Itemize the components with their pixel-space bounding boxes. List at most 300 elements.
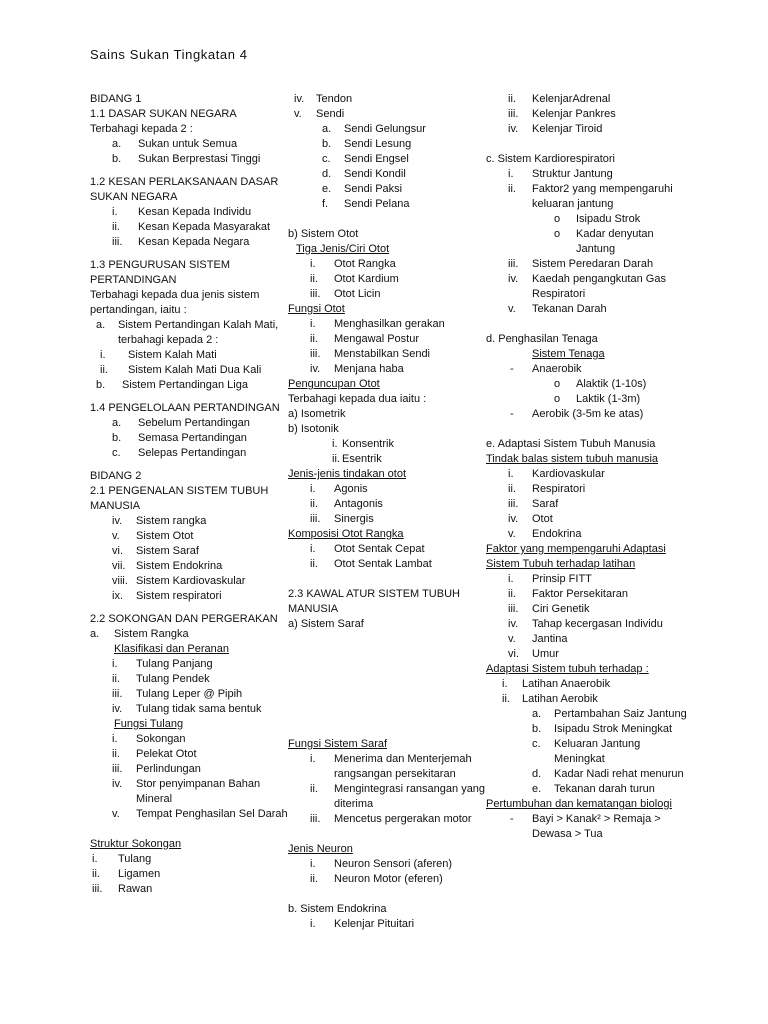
list-marker: v. [112, 530, 120, 542]
list-text: Antagonis [334, 498, 383, 510]
list-marker: ii. [310, 558, 318, 570]
list-marker: v. [112, 808, 120, 820]
list-text: keluaran jantung [532, 198, 614, 210]
list-text: Selepas Pertandingan [138, 447, 247, 459]
list-item [90, 762, 285, 777]
list-text: Mengawal Postur [334, 333, 419, 345]
list-text: Konsentrik [342, 438, 394, 450]
heading-2-2: 2.2 SOKONGAN DAN PERGERAKAN [90, 613, 278, 625]
list-fungsi-tulang [90, 732, 288, 822]
list-marker: ii. [508, 588, 516, 600]
list-text: Otot Kardium [334, 273, 399, 285]
list-text: Otot [532, 513, 553, 525]
list-item [486, 242, 686, 257]
list-marker: viii. [112, 575, 128, 587]
list-text: Tahap kecergasan Individu [532, 618, 663, 630]
list-marker: iv. [508, 618, 519, 630]
list-item [288, 197, 483, 212]
list-marker: i. [310, 483, 316, 495]
list-marker: i. [508, 468, 514, 480]
list-marker: iii. [310, 288, 321, 300]
list-item: Dewasa > Tua [532, 828, 603, 840]
list-marker: iv. [294, 93, 305, 105]
list-text: Semasa Pertandingan [138, 432, 247, 444]
heading-2-3: 2.3 KAWAL ATUR SISTEM TUBUH [288, 588, 460, 600]
text-isometrik: a) Isometrik [288, 408, 346, 420]
list-text: Mineral [136, 793, 173, 805]
subheading-jenis-otot: Tiga Jenis/Ciri Otot [296, 243, 390, 255]
list-text: Kaedah pengangkutan Gas [532, 273, 666, 285]
text-isotonik: b) Isotonik [288, 423, 339, 435]
list-item [486, 617, 686, 632]
column-1 [90, 92, 288, 897]
list-text: Tulang Pendek [136, 673, 210, 685]
list-text: Perlindungan [136, 763, 201, 775]
list-kardio-2 [486, 257, 686, 317]
list-text: Kesan Kepada Negara [138, 236, 250, 248]
list-item [288, 557, 483, 572]
list-text: Kelenjar Tiroid [532, 123, 603, 135]
list-text: Latihan Aerobik [522, 693, 598, 705]
list-klasifikasi [90, 657, 285, 717]
list-item [288, 482, 483, 497]
list-text: Sukan untuk Semua [138, 138, 238, 150]
list-item [90, 137, 285, 152]
list-marker: o [554, 378, 561, 390]
subheading-pengucupan: Penguncupan Otot [288, 378, 380, 390]
list-marker: ii. [310, 783, 318, 795]
subheading-pertumbuhan: Pertumbuhan dan kematangan biologi [486, 798, 672, 810]
heading-1-3-cont: PERTANDINGAN [90, 274, 177, 286]
list-item [288, 347, 483, 362]
subheading-fungsi-saraf: Fungsi Sistem Saraf [288, 738, 388, 750]
list-marker: iii. [112, 763, 123, 775]
list-item [288, 497, 483, 512]
list-text: Alaktik (1-10s) [576, 378, 647, 390]
list-text: Esentrik [342, 453, 382, 465]
heading-endokrina: b. Sistem Endokrina [288, 903, 387, 915]
list-item [486, 497, 686, 512]
list-text: Mengintegrasi ransangan yang [334, 783, 486, 795]
list-marker: v. [508, 303, 516, 315]
list-marker: iii. [310, 813, 321, 825]
list-marker: ii. [310, 873, 318, 885]
list-marker: ii. [332, 453, 340, 465]
list-tendon-sendi [288, 92, 483, 122]
list-text: diterima [334, 798, 374, 810]
list-item: - Anaerobik [510, 363, 582, 375]
list-text: Agonis [334, 483, 368, 495]
list-item [288, 362, 483, 377]
list-item [288, 257, 483, 272]
list-text: Menerima dan Menterjemah [334, 753, 472, 765]
list-text: Menstabilkan Sendi [334, 348, 431, 360]
list-item [288, 782, 486, 797]
list-text: Jantung [576, 243, 616, 255]
list-item [486, 182, 686, 197]
list-marker: c. [532, 738, 541, 750]
list-marker: iv. [508, 513, 519, 525]
list-item [486, 302, 686, 317]
subheading-1-3-cont: pertandingan, iaitu : [90, 304, 187, 316]
list-item [288, 107, 483, 122]
list-marker: ii. [310, 273, 318, 285]
list-text: Respiratori [532, 483, 586, 495]
list-item [90, 559, 285, 574]
list-item [486, 527, 686, 542]
list-marker: a. [322, 123, 332, 135]
list-item [486, 392, 686, 407]
list-item [288, 167, 483, 182]
list-item [486, 752, 686, 767]
list-text: Kesan Kepada Individu [138, 206, 252, 218]
column-2 [288, 92, 486, 932]
list-marker: iv. [112, 778, 123, 790]
list-marker: f. [322, 198, 329, 210]
list-text: Tekanan darah turun [554, 783, 655, 795]
list-text: Laktik (1-3m) [576, 393, 641, 405]
list-item [288, 542, 483, 557]
list-text: Menghasilkan gerakan [334, 318, 445, 330]
list-item [90, 687, 285, 702]
list-marker: vi. [112, 545, 123, 557]
list-jenis-otot [288, 257, 483, 302]
list-text: Kardiovaskular [532, 468, 605, 480]
list-marker: ix. [112, 590, 123, 602]
list-item [486, 572, 686, 587]
heading-adaptasi: e. Adaptasi Sistem Tubuh Manusia [486, 438, 656, 450]
list-1-4 [90, 416, 285, 461]
list-item [288, 92, 483, 107]
list-item [486, 647, 686, 662]
list-text: Pertambahan Saiz Jantung [554, 708, 687, 720]
list-text: Sistem Otot [136, 530, 194, 542]
list-marker: v. [294, 108, 302, 120]
list-marker: o [554, 228, 561, 240]
list-item [288, 332, 483, 347]
list-text: KelenjarAdrenal [532, 93, 611, 105]
list-text: Isipadu Strok [576, 213, 641, 225]
page-header: Sains Sukan Tingkatan 4 [90, 47, 248, 62]
list-marker: b. [112, 153, 122, 165]
list-neuron [288, 857, 483, 887]
list-text: Tulang [118, 853, 152, 865]
list-text: Sendi Lesung [344, 138, 412, 150]
list-item [486, 92, 686, 107]
list-marker: i. [310, 753, 316, 765]
list-marker: v. [508, 633, 516, 645]
list-item: i. Sistem Kalah Mati [100, 349, 217, 361]
list-item [90, 416, 285, 431]
list-item: b. Sistem Pertandingan Liga [96, 379, 248, 391]
subheading-klasifikasi: Klasifikasi dan Peranan [114, 643, 229, 655]
list-1-2 [90, 205, 285, 250]
heading-2-1: 2.1 PENGENALAN SISTEM TUBUH [90, 485, 269, 497]
list-item [90, 792, 285, 807]
list-item [288, 752, 483, 767]
list-text: Otot Sentak Lambat [334, 558, 432, 570]
list-marker: ii. [502, 693, 510, 705]
list-marker: i. [310, 918, 316, 930]
heading-kardiorespiratori: c. Sistem Kardiorespiratori [486, 153, 615, 165]
heading-sistem-saraf: a) Sistem Saraf [288, 618, 364, 630]
list-item: a. Sistem Pertandingan Kalah Mati, [96, 319, 279, 331]
list-item [90, 574, 285, 589]
list-marker: iii. [310, 513, 321, 525]
list-text: Prinsip FITT [532, 573, 592, 585]
list-text: Menjana haba [334, 363, 404, 375]
list-text: Pelekat Otot [136, 748, 197, 760]
list-fungsi-otot [288, 317, 483, 377]
list-marker: ii. [310, 333, 318, 345]
heading-1-1: 1.1 DASAR SUKAN NEGARA [90, 108, 237, 120]
list-item [288, 917, 483, 932]
list-item [486, 272, 686, 287]
list-item [486, 737, 686, 752]
list-endokrina [288, 917, 483, 932]
list-text: Struktur Jantung [532, 168, 613, 180]
list-marker: b. [112, 432, 122, 444]
list-text: Respiratori [532, 288, 586, 300]
list-item [288, 287, 483, 302]
list-item [486, 197, 686, 212]
list-text: Stor penyimpanan Bahan [136, 778, 261, 790]
list-text: Sukan Berprestasi Tinggi [138, 153, 261, 165]
list-marker: iii. [508, 498, 519, 510]
list-2-1 [90, 514, 285, 604]
list-marker: ii. [112, 673, 120, 685]
list-item [486, 677, 686, 692]
list-kardio [486, 167, 686, 212]
list-text: Tekanan Darah [532, 303, 607, 315]
list-item [90, 205, 285, 220]
list-item [90, 867, 285, 882]
subheading-adaptasi-terhadap: Adaptasi Sistem tubuh terhadap : [486, 663, 649, 675]
list-text: Sistem Endokrina [136, 560, 223, 572]
list-text: Ligamen [118, 868, 161, 880]
list-item [90, 152, 285, 167]
list-item: ii. Sistem Kalah Mati Dua Kali [100, 364, 262, 376]
list-marker: e. [322, 183, 332, 195]
list-item [486, 632, 686, 647]
list-marker: iii. [310, 348, 321, 360]
list-text: Tulang Leper @ Pipih [136, 688, 243, 700]
list-1-1 [90, 137, 285, 167]
list-item [486, 227, 686, 242]
list-item [486, 467, 686, 482]
list-text: Sistem Peredaran Darah [532, 258, 654, 270]
list-text: Sendi Pelana [344, 198, 410, 210]
list-item [288, 452, 483, 467]
heading-1-2-cont: SUKAN NEGARA [90, 191, 178, 203]
subheading-1-1: Terbahagi kepada 2 : [90, 123, 193, 135]
list-faktor [486, 572, 686, 662]
list-marker: ii. [508, 93, 516, 105]
heading-1-4: 1.4 PENGELOLAAN PERTANDINGAN [90, 402, 280, 414]
list-text: Sendi Engsel [344, 153, 409, 165]
list-marker: o [554, 393, 561, 405]
list-item [486, 122, 686, 137]
list-marker: iii. [112, 236, 123, 248]
list-item [486, 602, 686, 617]
list-item [486, 782, 686, 797]
list-text: Isipadu Strok Meningkat [554, 723, 673, 735]
list-text: Sistem respiratori [136, 590, 222, 602]
list-item [288, 872, 483, 887]
list-marker: i. [332, 438, 338, 450]
subheading-sistem-tenaga: Sistem Tenaga [532, 348, 605, 360]
subheading-neuron: Jenis Neuron [288, 843, 353, 855]
list-kelenjar [486, 92, 686, 137]
list-marker: o [554, 213, 561, 225]
list-marker: iv. [310, 363, 321, 375]
list-marker: ii. [310, 498, 318, 510]
list-marker: ii. [508, 183, 516, 195]
subheading-1-3: Terbahagi kepada dua jenis sistem [90, 289, 260, 301]
subheading-faktor-cont: Sistem Tubuh terhadap latihan [486, 558, 636, 570]
list-item [288, 437, 483, 452]
list-marker: iii. [508, 108, 519, 120]
list-marker: iii. [508, 603, 519, 615]
list-text: Sebelum Pertandingan [138, 417, 250, 429]
list-item [288, 182, 483, 197]
list-marker: a. [112, 417, 122, 429]
list-item [90, 852, 285, 867]
list-text: Sinergis [334, 513, 374, 525]
heading-1-2: 1.2 KESAN PERLAKSANAAN DASAR [90, 176, 279, 188]
heading-bidang-2: BIDANG 2 [90, 470, 142, 482]
list-marker: ii. [112, 748, 120, 760]
list-marker: b. [322, 138, 332, 150]
list-item [486, 692, 686, 707]
list-isotonik [288, 437, 483, 467]
list-marker: a. [112, 138, 122, 150]
list-item [288, 137, 483, 152]
list-marker: iii. [508, 258, 519, 270]
list-marker: b. [532, 723, 542, 735]
list-marker: iv. [112, 515, 123, 527]
heading-2-3-cont: MANUSIA [288, 603, 339, 615]
list-item: terbahagi kepada 2 : [118, 334, 219, 346]
list-text: Tulang tidak sama bentuk [136, 703, 262, 715]
list-item [90, 446, 285, 461]
list-marker: v. [508, 528, 516, 540]
list-text: Ciri Genetik [532, 603, 590, 615]
subheading-tindakan-otot: Jenis-jenis tindakan otot [288, 468, 407, 480]
heading-penghasilan-tenaga: d. Penghasilan Tenaga [486, 333, 598, 345]
list-marker: i. [92, 853, 98, 865]
list-marker: i. [112, 658, 118, 670]
list-item [486, 767, 686, 782]
list-item [486, 212, 686, 227]
list-anaerobik [486, 377, 686, 407]
list-item [486, 107, 686, 122]
list-item [486, 287, 686, 302]
list-marker: i. [508, 573, 514, 585]
list-marker: d. [532, 768, 542, 780]
list-struktur [90, 852, 285, 897]
list-text: Endokrina [532, 528, 582, 540]
heading-sistem-otot: b) Sistem Otot [288, 228, 359, 240]
list-text: Latihan Anaerobik [522, 678, 611, 690]
list-marker: iii. [92, 883, 103, 895]
list-item: - Bayi > Kanak² > Remaja > [510, 813, 661, 825]
list-item [486, 257, 686, 272]
list-marker: iv. [508, 123, 519, 135]
list-text: Sokongan [136, 733, 186, 745]
list-item [90, 732, 285, 747]
subheading-faktor: Faktor yang mempengaruhi Adaptasi [486, 543, 666, 555]
list-item [486, 377, 686, 392]
list-text: Sendi Gelungsur [344, 123, 426, 135]
list-marker: vii. [112, 560, 126, 572]
list-text: Faktor Persekitaran [532, 588, 628, 600]
list-latihan-sub [486, 707, 686, 797]
list-item [90, 431, 285, 446]
list-item [90, 235, 285, 250]
list-text: Meningkat [554, 753, 605, 765]
list-text: Jantina [532, 633, 568, 645]
subheading-fungsi-tulang: Fungsi Tulang [114, 718, 184, 730]
list-marker: i. [112, 733, 118, 745]
list-text: Neuron Motor (eferen) [334, 873, 443, 885]
list-text: Kadar Nadi rehat menurun [554, 768, 684, 780]
list-marker: c. [322, 153, 331, 165]
list-item [90, 220, 285, 235]
list-text: Keluaran Jantung [554, 738, 641, 750]
column-3 [486, 92, 686, 842]
heading-2-1-cont: MANUSIA [90, 500, 141, 512]
list-marker: iv. [112, 703, 123, 715]
list-text: rangsangan persekitaran [334, 768, 456, 780]
list-item [90, 529, 285, 544]
list-item [90, 882, 285, 897]
list-marker: i. [310, 318, 316, 330]
list-item [90, 672, 285, 687]
list-text: Sistem rangka [136, 515, 207, 527]
list-item [486, 722, 686, 737]
heading-bidang-1: BIDANG 1 [90, 93, 142, 105]
list-text: Kelenjar Pankres [532, 108, 616, 120]
list-text: Sendi [316, 108, 345, 120]
list-text: Mencetus pergerakan motor [334, 813, 472, 825]
list-text: Otot Sentak Cepat [334, 543, 425, 555]
list-text: Tulang Panjang [136, 658, 213, 670]
list-marker: c. [112, 447, 121, 459]
list-marker: iv. [508, 273, 519, 285]
list-marker: e. [532, 783, 542, 795]
list-marker: d. [322, 168, 332, 180]
list-kardio-sub [486, 212, 686, 257]
list-item [486, 707, 686, 722]
list-item [288, 512, 483, 527]
subheading-tindak-balas: Tindak balas sistem tubuh manusia [486, 453, 659, 465]
list-text: Otot Rangka [334, 258, 396, 270]
list-marker: vi. [508, 648, 519, 660]
text-pengucupan: Terbahagi kepada dua iaitu : [288, 393, 427, 405]
list-item [486, 512, 686, 527]
subheading-sistem-rangka: a. Sistem Rangka [90, 628, 189, 640]
list-item [288, 152, 483, 167]
list-item [90, 702, 285, 717]
list-item [90, 589, 285, 604]
list-tindakan [288, 482, 483, 527]
list-marker: i. [310, 543, 316, 555]
list-item: - Aerobik (3-5m ke atas) [510, 408, 644, 420]
list-item [90, 747, 285, 762]
list-latihan [486, 677, 686, 707]
list-marker: ii. [92, 868, 100, 880]
